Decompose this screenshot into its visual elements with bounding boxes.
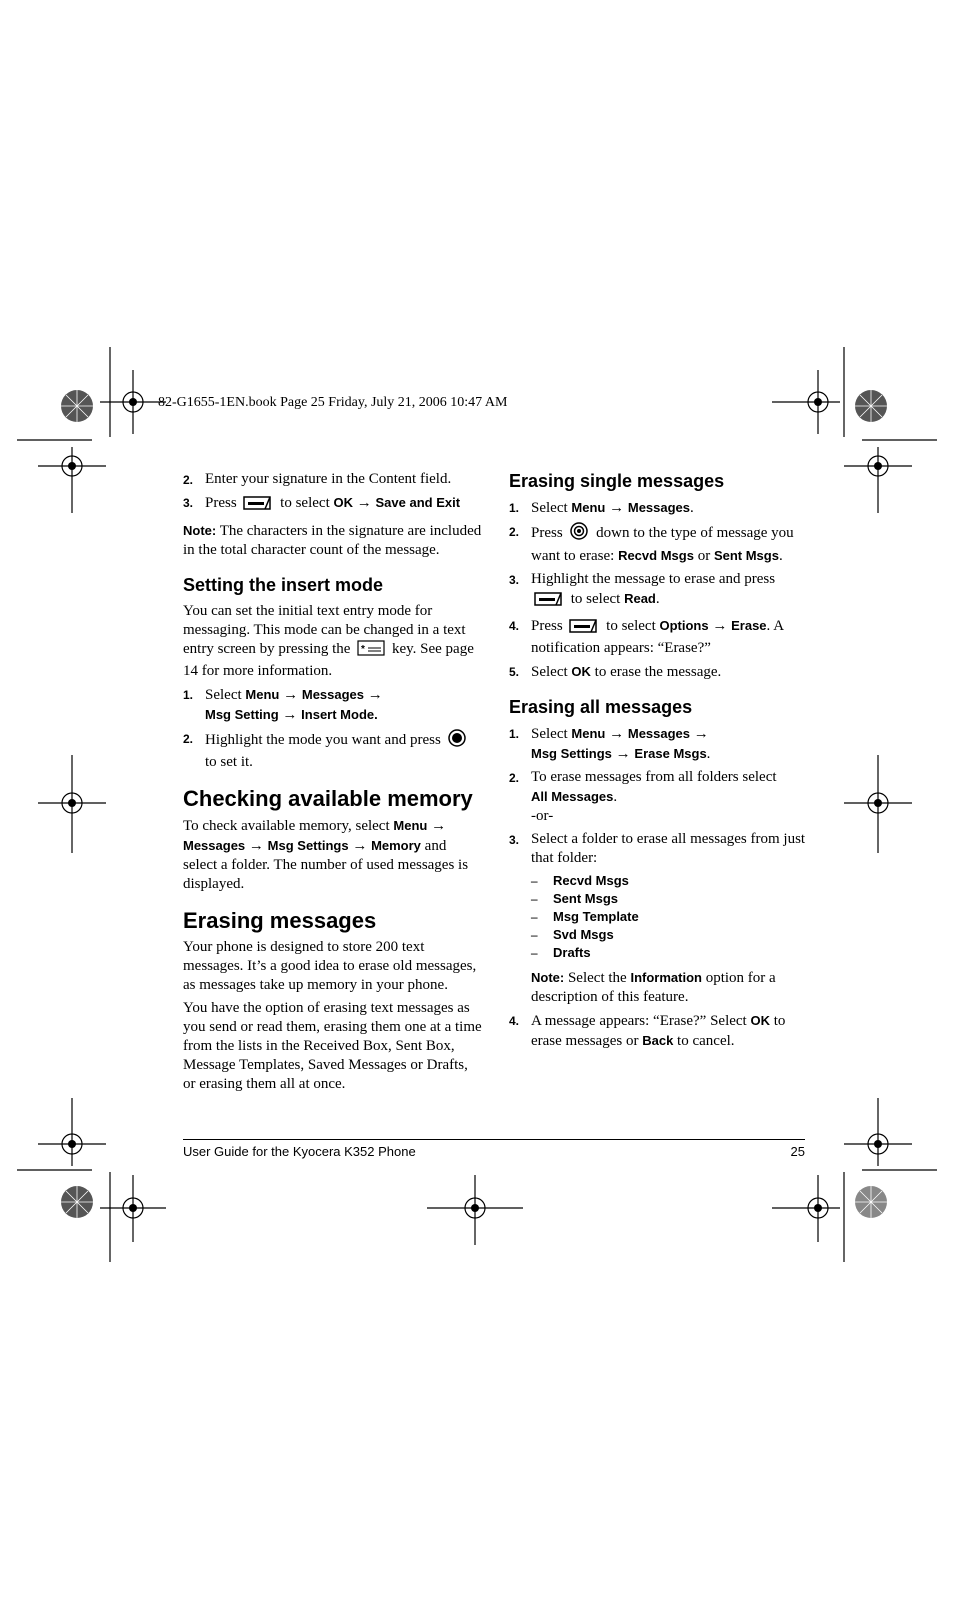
list-item: – Recvd Msgs [531,872,814,890]
step-highlight-mode: 2. Highlight the mode you want and press to set it. [183,729,483,772]
heading-erasing-messages: Erasing messages [183,908,377,933]
list-item: – Drafts [531,944,814,962]
step-save-signature: 3. Press to select OK → Save and Exit [183,493,483,516]
step-highlight-message: 3. Highlight the message to erase and press to select Read. [509,570,814,612]
heading-checking-memory: Checking available memory [183,786,473,811]
list-item: – Msg Template [531,908,814,926]
book-header-line: 82-G1655-1EN.book Page 25 Friday, July 21, 2006 10:47 AM [158,395,508,410]
step-confirm-erase: 4. A message appears: “Erase?” Select OK to erase messages or Back to cancel. [509,1013,786,1049]
page-number: 25 [790,1144,805,1159]
footer-title: User Guide for the Kyocera K352 Phone [183,1144,416,1159]
step-number: 2. [183,732,194,746]
softkey-icon [243,496,273,516]
step-number: 1. [509,501,520,515]
insert-mode-paragraph: You can set the initial text entry mode for messaging. This mode can be changed in a text entry screen by pressing the * key. See page 14 for more information. [183,603,474,679]
erasing-paragraph-1: Your phone is designed to store 200 text messages. It’s a good idea to erase old messages, as messages take up memory in your phone. [183,939,477,993]
heading-erasing-all: Erasing all messages [509,697,693,717]
step-number: 3. [509,573,520,587]
svg-text:*: * [361,644,366,655]
heading-insert-mode: Setting the insert mode [183,575,384,595]
right-column [509,470,814,1055]
ok-key-icon [448,729,466,753]
step-number: 2. [509,525,520,539]
softkey-icon [569,619,599,639]
step-number: 2. [183,473,194,487]
star-shift-key-icon [357,640,385,662]
memory-paragraph: To check available memory, select Menu → Messages → Msg Settings → Memory and select a folder. The number of used messages is displayed. [183,818,469,892]
step-select-ok: 5. Select OK to erase the message. [509,664,722,680]
left-column [183,470,483,1098]
note-information-option: Note: Select the Information option for a description of this feature. [531,970,776,1005]
softkey-icon [534,592,564,612]
step-number: 4. [509,619,520,633]
step-number: 1. [183,688,194,702]
navigation-key-icon [569,522,589,546]
step-select-folder: 3. Select a folder to erase all messages from just that folder: [509,831,806,866]
page-footer [183,1139,805,1159]
step-enter-signature: 2. Enter your signature in the Content field. [183,470,483,489]
step-options-erase: 4. Press to select Options → Erase. A notification appears: “Erase?” [509,618,784,656]
step-number: 3. [183,496,194,510]
step-select-insert-mode: 1. Select Menu → Messages → Msg Setting → Insert Mode. [183,687,383,723]
heading-erasing-single: Erasing single messages [509,471,725,491]
step-number: 3. [509,833,520,847]
step-number: 4. [509,1014,520,1028]
folder-list [531,872,814,962]
step-number: 5. [509,665,520,679]
step-select-messages: 1. Select Menu → Messages. [509,500,694,516]
step-press-nav-down: 2. Press down to the type of message you want to erase: Recvd Msgs or Sent Msgs. [509,522,814,566]
list-item: – Svd Msgs [531,926,814,944]
step-erase-all-folders: 2. To erase messages from all folders select All Messages. -or- [509,769,777,824]
step-number: 2. [509,771,520,785]
list-item: – Sent Msgs [531,890,814,908]
note-signature-count: Note: The characters in the signature are included in the total character count of the message. [183,523,482,558]
step-select-erase-msgs: 1. Select Menu → Messages → Msg Settings → Erase Msgs. [509,726,711,762]
step-number: 1. [509,727,520,741]
erasing-paragraph-2: You have the option of erasing text messages as you send or read them, erasing them one at a time from the lists in the Received Box, Sent Box, Message Templates, Saved Messages or Drafts, or erasing them all at once. [183,1000,482,1092]
